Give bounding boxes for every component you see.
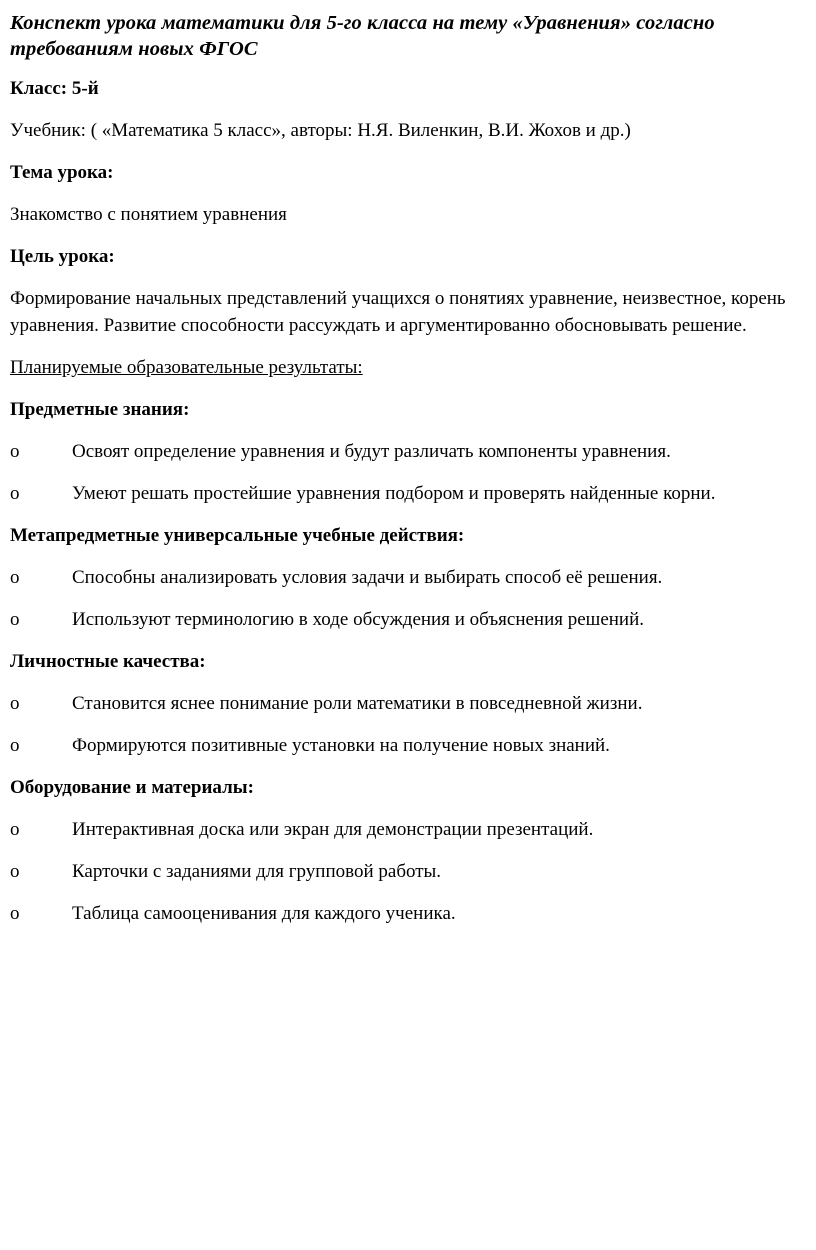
list-item	[10, 439, 802, 466]
page-title: Конспект урока математики для 5-го класса на тему «Уравнения» согласно требованиям новых ФГОС	[10, 12, 715, 61]
list-item	[10, 817, 802, 844]
list-bullet-marker: o	[10, 860, 20, 882]
paragraph: Учебник: ( «Математика 5 класс», авторы: Н.Я. Виленкин, В.И. Жохов и др.)	[10, 120, 631, 142]
list-item-text: Таблица самооценивания для каждого ученика.	[72, 902, 456, 924]
list-bullet-marker: o	[10, 693, 20, 714]
section-heading: Оборудование и материалы:	[10, 776, 254, 798]
section-heading: Личностные качества:	[10, 651, 206, 673]
list-item-text: Умеют решать простейшие уравнения подбором и проверять найденные корни.	[72, 483, 716, 505]
list-bullet-marker: o	[10, 609, 20, 631]
list-item	[10, 733, 802, 760]
list-bullet-marker: o	[10, 818, 20, 840]
list-bullet-marker: o	[10, 734, 20, 756]
list-item-text: Освоят определение уравнения и будут различать компоненты уравнения.	[72, 441, 671, 463]
list-item	[10, 691, 802, 718]
list-item	[10, 565, 802, 592]
section-heading: Класс: 5-й	[10, 78, 99, 100]
paragraph: Знакомство с понятием уравнения	[10, 204, 287, 226]
document-body	[10, 76, 802, 927]
list-item-text: Становится яснее понимание роли математики в повседневной жизни.	[72, 693, 643, 714]
list-bullet-marker: o	[10, 567, 20, 589]
list-item	[10, 607, 802, 634]
section-heading: Тема урока:	[10, 162, 114, 184]
list-item	[10, 859, 802, 886]
paragraph: Формирование начальных представлений учащихся о понятиях уравнение, неизвестное, корень уравнения. Развитие способности рассуждать и аргументированно обосновывать решение.	[10, 288, 786, 337]
list-item-text: Интерактивная доска или экран для демонстрации презентаций.	[72, 818, 594, 840]
section-heading: Предметные знания:	[10, 399, 190, 421]
list-item-text: Формируются позитивные установки на получение новых знаний.	[72, 734, 610, 756]
subsection-heading: Планируемые образовательные результаты:	[10, 357, 363, 379]
list-item	[10, 901, 802, 928]
section-heading: Цель урока:	[10, 246, 115, 268]
list-bullet-marker: o	[10, 483, 20, 505]
list-bullet-marker: o	[10, 441, 20, 463]
list-bullet-marker: o	[10, 902, 20, 924]
list-item	[10, 481, 802, 508]
list-item-text: Используют терминологию в ходе обсуждения и объяснения решений.	[72, 609, 645, 631]
section-heading: Метапредметные универсальные учебные действия:	[10, 525, 465, 547]
list-item-text: Способны анализировать условия задачи и выбирать способ её решения.	[72, 567, 663, 589]
list-item-text: Карточки с заданиями для групповой работы.	[72, 860, 442, 882]
